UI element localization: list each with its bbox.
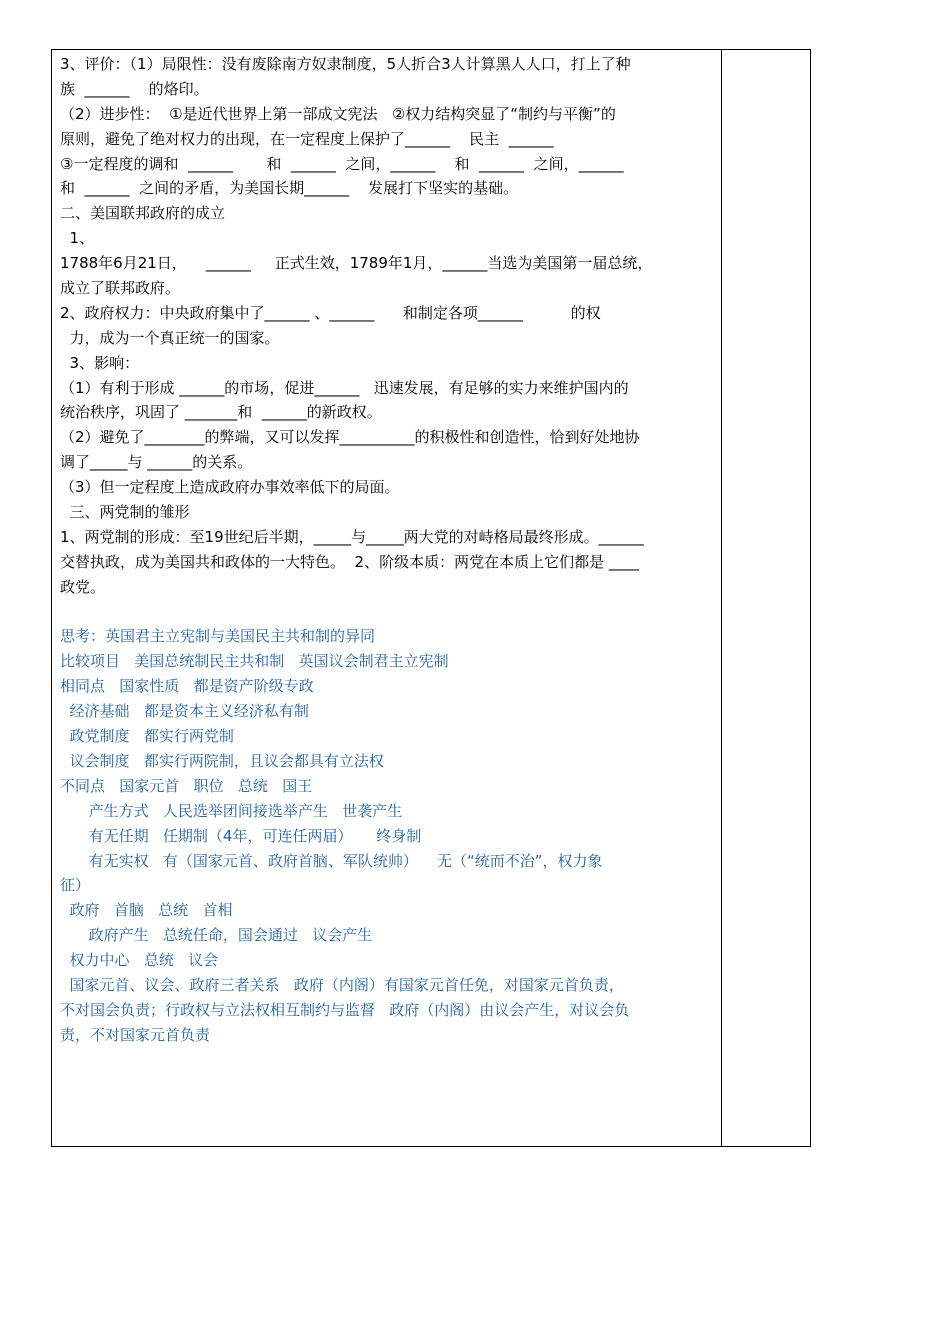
section-heading: 三、两党制的雏形 (60, 503, 190, 522)
text-line: 3、影响： (60, 353, 140, 372)
blank-line (60, 600, 712, 625)
text-line: 统治秩序，巩固了 _______和 ______的新政权。 (60, 403, 382, 422)
text-line: （1）有利于形成 ______的市场，促进______ 迅速发展，有足够的实力来维护国内的 (60, 378, 629, 397)
comparison-line: 经济基础 都是资本主义经济私有制 (60, 702, 309, 721)
column-divider (721, 50, 722, 1146)
text-line: 1、 (60, 229, 95, 248)
text-line: （2）避免了________的弊端，又可以发挥__________的积极性和创造性，恰到好处地协 (60, 428, 640, 447)
text-line: 力，成为一个真正统一的国家。 (60, 328, 280, 347)
comparison-line: 政府 首脑 总统 首相 (60, 901, 233, 920)
text-line: 2、政府权力：中央政府集中了______ 、______ 和制定各项______ 的权 (60, 303, 601, 322)
text-line: 调了_____与 ______的关系。 (60, 453, 253, 472)
text-line: 3、评价：（1）局限性：没有废除南方奴隶制度，5人折合3人计算黑人人口，打上了种 (60, 55, 631, 73)
text-line: （2）进步性： ①是近代世界上第一部成文宪法 ②权力结构突显了“制约与平衡”的 (60, 104, 616, 123)
text-line: 1、两党制的形成：至19世纪后半期，_____与_____两大党的对峙格局最终形成。______ (60, 527, 644, 546)
comparison-title: 思考：英国君主立宪制与美国民主共和制的异同 (60, 627, 376, 646)
comparison-line: 责，不对国家元首负责 (60, 1025, 211, 1044)
comparison-line: 不对国会负责；行政权与立法权相互制约与监督 政府（内阁）由议会产生，对议会负 (60, 1000, 630, 1019)
comparison-line: 比较项目 美国总统制民主共和制 英国议会制君主立宪制 (60, 652, 449, 671)
section-heading: 二、美国联邦政府的成立 (60, 204, 226, 223)
text-line: 原则，避免了绝对权力的出现，在一定程度上保护了______ 民主 ______ (60, 129, 554, 148)
text-line: 成立了联邦政府。 (60, 279, 181, 298)
text-line: 政党。 (60, 577, 106, 596)
comparison-line: 政府产生 总统任命，国会通过 议会产生 (60, 926, 373, 945)
comparison-line: 不同点 国家元首 职位 总统 国王 (60, 776, 313, 795)
text-line: 族 ______ 的烙印。 (60, 79, 209, 98)
comparison-line: 有无实权 有（国家元首、政府首脑、军队统帅） 无（“统而不治”，权力象 (60, 851, 603, 870)
comparison-line: 权力中心 总统 议会 (60, 951, 219, 970)
comparison-line: 议会制度 都实行两院制，且议会都具有立法权 (60, 751, 384, 770)
comparison-line: 政党制度 都实行两党制 (60, 727, 234, 746)
worksheet-content (60, 52, 712, 1048)
comparison-line: 征） (60, 876, 91, 895)
comparison-line: 产生方式 人民选举团间接选举产生 世袭产生 (60, 801, 403, 820)
text-line: （3）但一定程度上造成政府办事效率低下的局面。 (60, 478, 400, 497)
text-line: ③一定程度的调和 ______ 和 ______ 之间，______ 和 ______ 之间，______ (60, 154, 624, 173)
text-line: 交替执政，成为美国共和政体的一大特色。 2、阶级本质：两党在本质上它们都是 ____ (60, 552, 639, 571)
comparison-line: 相同点 国家性质 都是资产阶级专政 (60, 677, 314, 696)
text-line: 1788年6月21日， ______ 正式生效，1789年1月，______当选为美国第一届总统， (60, 254, 653, 273)
worksheet-table (51, 49, 811, 1147)
comparison-line: 有无任期 任期制（4年，可连任两届） 终身制 (60, 826, 422, 845)
comparison-line: 国家元首、议会、政府三者关系 政府（内阁）有国家元首任免，对国家元首负责， (60, 975, 624, 994)
text-line: 和 ______ 之间的矛盾，为美国长期______ 发展打下坚实的基础。 (60, 179, 519, 198)
